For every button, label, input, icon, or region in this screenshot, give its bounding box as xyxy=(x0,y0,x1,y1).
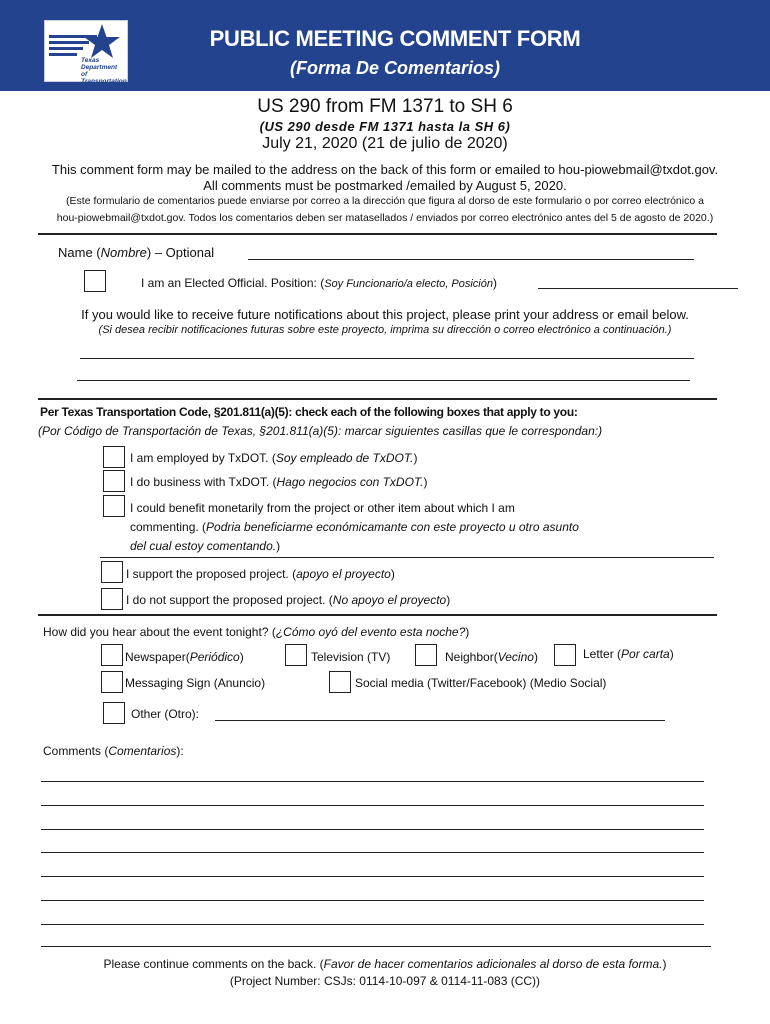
comment-line[interactable] xyxy=(41,900,704,901)
page-subtitle: (Forma De Comentarios) xyxy=(289,58,501,78)
code-heading: Per Texas Transportation Code, §201.811(a)(5): check each of the following boxes that apply to you: xyxy=(40,405,578,419)
hear-question: How did you hear about the event tonight? (¿Cómo oyó del evento esta noche?) xyxy=(43,625,470,639)
not-support-label: I do not support the proposed project. (No apoyo el proyecto) xyxy=(126,593,451,607)
notify-text: If you would like to receive future notifications about this project, please print your address or email below. xyxy=(81,307,689,322)
comment-line[interactable] xyxy=(41,946,711,947)
messaging-sign-checkbox[interactable] xyxy=(101,671,123,693)
divider xyxy=(100,557,714,558)
letter-checkbox[interactable] xyxy=(554,644,576,666)
not-support-checkbox[interactable] xyxy=(101,588,123,610)
intro-text-es: (Este formulario de comentarios puede enviarse por correo a la dirección que figura al dorso de este formulario o por correo electrónico a hou-piowebmail@txdot.gov. Todos los comentarios deben ser matasellados / enviados por correo electrónico antes del 5 de agosto de 2020.) xyxy=(56,195,714,224)
letter-label: Letter (Por carta) xyxy=(583,647,674,661)
television-label: Television (TV) xyxy=(311,650,391,664)
social-media-checkbox[interactable] xyxy=(329,671,351,693)
benefit-label: I could benefit monetarily from the project or other item about which I am commenting. (Podria beneficiarme económicamante con este proyecto u otro asunto del cual estoy comentando.) xyxy=(130,501,579,553)
other-label: Other (Otro): xyxy=(131,707,200,721)
code-heading-es: (Por Código de Transportación de Texas, §201.811(a)(5): marcar siguientes casillas que le correspondan:) xyxy=(38,424,603,438)
comment-line[interactable] xyxy=(41,805,704,806)
newspaper-label: Newspaper(Periódico) xyxy=(125,650,244,664)
continue-note: Please continue comments on the back. (Favor de hacer comentarios adicionales al dorso de esta forma.) xyxy=(103,957,667,971)
neighbor-checkbox[interactable] xyxy=(415,644,437,666)
name-label: Name (Nombre) – Optional xyxy=(58,245,215,260)
comment-line[interactable] xyxy=(41,829,704,830)
other-field[interactable] xyxy=(215,720,665,721)
comment-line[interactable] xyxy=(41,876,704,877)
page-title: PUBLIC MEETING COMMENT FORM xyxy=(209,26,581,51)
benefit-checkbox[interactable] xyxy=(103,495,125,517)
meeting-date: July 21, 2020 (21 de julio de 2020) xyxy=(262,135,508,152)
other-checkbox[interactable] xyxy=(103,702,125,724)
comments-label: Comments (Comentarios): xyxy=(43,744,184,758)
messaging-sign-label: Messaging Sign (Anuncio) xyxy=(125,676,266,690)
divider xyxy=(38,614,717,616)
comment-line[interactable] xyxy=(41,924,704,925)
address-line-2[interactable] xyxy=(77,380,690,381)
project-number: (Project Number: CSJs: 0114-10-097 & 0114-11-083 (CC)) xyxy=(229,974,541,988)
social-media-label: Social media (Twitter/Facebook) (Medio Social) xyxy=(355,676,607,690)
employed-checkbox[interactable] xyxy=(103,446,125,468)
support-checkbox[interactable] xyxy=(101,561,123,583)
registered-mark: ® xyxy=(120,24,126,31)
notify-text-es: (Si desea recibir notificaciones futuras sobre este proyecto, imprima su dirección o correo electrónico a continuación.) xyxy=(98,324,672,336)
support-label: I support the proposed project. (apoyo el proyecto) xyxy=(126,567,395,581)
neighbor-label: Neighbor(Vecino) xyxy=(445,650,538,664)
elected-official-checkbox[interactable] xyxy=(84,270,106,292)
business-label: I do business with TxDOT. (Hago negocios con TxDOT.) xyxy=(130,475,428,489)
logo-text: Texas Department of Transportation xyxy=(81,57,127,85)
name-field[interactable] xyxy=(248,259,694,260)
address-line-1[interactable] xyxy=(80,358,694,359)
business-checkbox[interactable] xyxy=(103,470,125,492)
television-checkbox[interactable] xyxy=(285,644,307,666)
divider xyxy=(38,398,717,400)
position-field[interactable] xyxy=(538,288,738,289)
comment-line[interactable] xyxy=(41,852,704,853)
route-title: US 290 from FM 1371 to SH 6 xyxy=(257,96,513,117)
elected-official-label: I am an Elected Official. Position: (Soy Funcionario/a electo, Posición) xyxy=(141,276,497,290)
employed-label: I am employed by TxDOT. (Soy empleado de TxDOT.) xyxy=(130,451,418,465)
newspaper-checkbox[interactable] xyxy=(101,644,123,666)
route-title-es: (US 290 desde FM 1371 hasta la SH 6) xyxy=(259,119,511,134)
intro-text: This comment form may be mailed to the address on the back of this form or emailed to hou-piowebmail@txdot.gov. All comments must be postmarked /emailed by August 5, 2020. xyxy=(51,162,719,193)
divider xyxy=(38,233,717,235)
form-header xyxy=(0,0,770,91)
comment-line[interactable] xyxy=(41,781,704,782)
